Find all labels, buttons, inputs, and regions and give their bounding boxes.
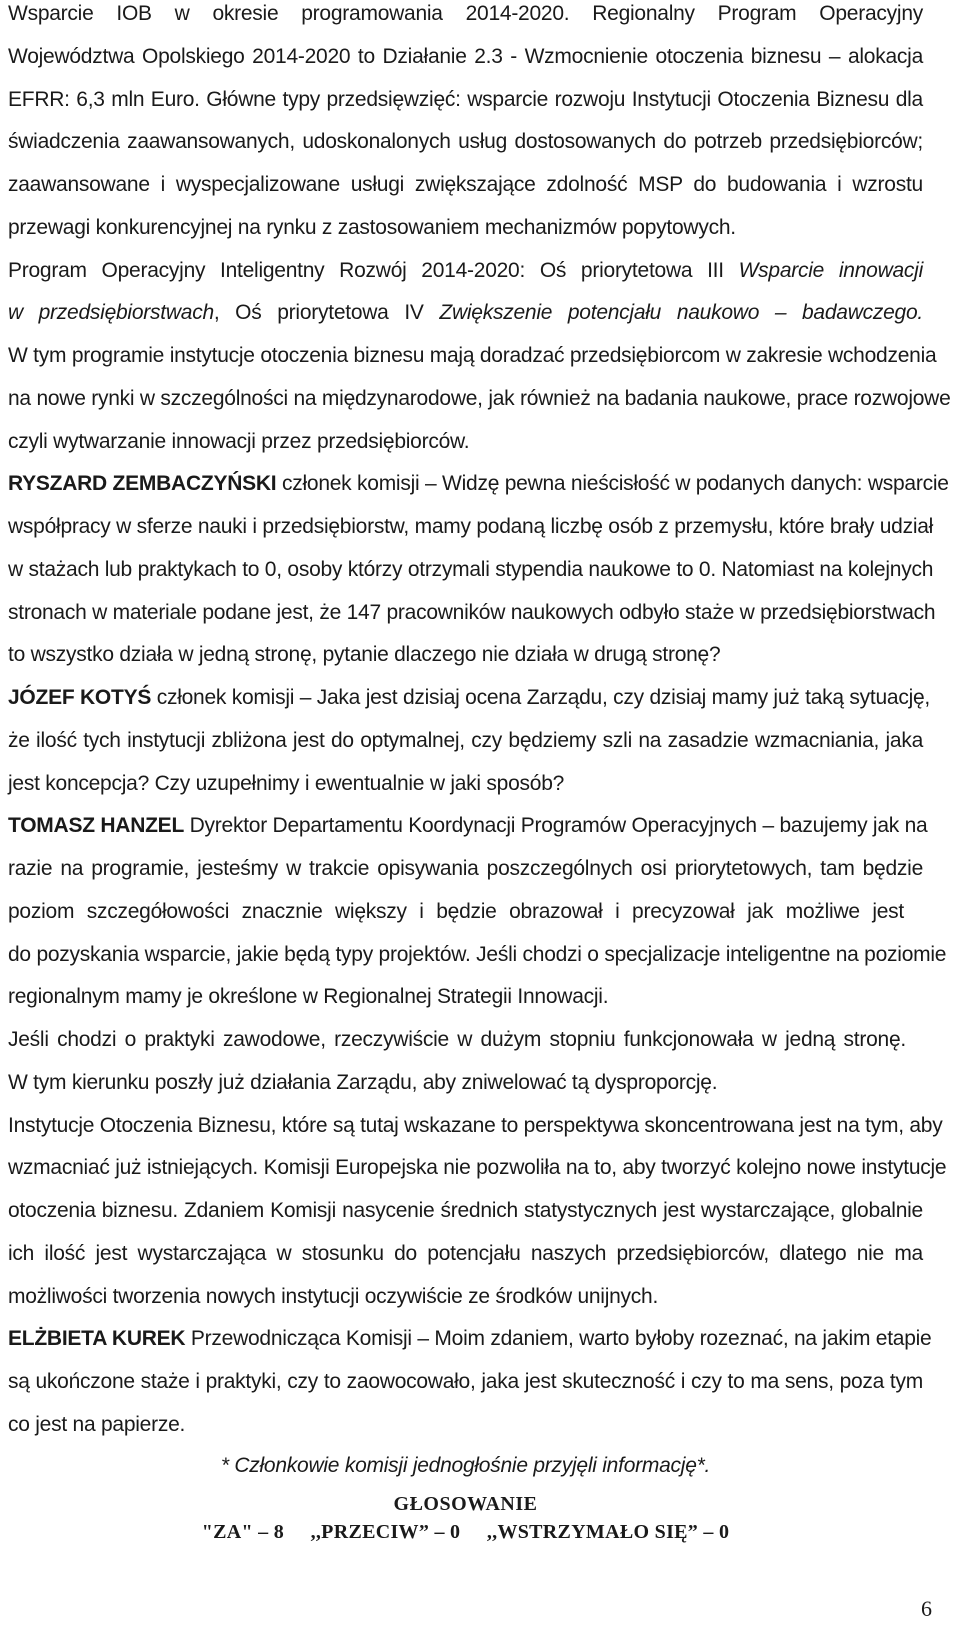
- speaker-name: JÓZEF KOTYŚ: [8, 686, 152, 709]
- text-line: [8, 1070, 923, 1096]
- text-line: [8, 172, 923, 198]
- text-run: świadczenia zaawansowanych, udoskonalonych usług dostosowanych do potrzeb przedsiębiorców;: [8, 130, 923, 154]
- text-run: jest koncepcja? Czy uzupełnimy i ewentualnie w jaki sposób?: [8, 771, 565, 795]
- text-run: członek komisji – Widzę pewna nieścisłość w podanych danych: wsparcie: [276, 472, 949, 496]
- text-line: [8, 87, 923, 113]
- text-run: W tym kierunku poszły już działania Zarządu, aby zniwelować tą dysproporcję.: [8, 1070, 718, 1094]
- vote-results: "ZA" – 8 ,,PRZECIW” – 0 ,,WSTRZYMAŁO SIĘ” – 0: [201, 1521, 730, 1543]
- text-line: [8, 258, 923, 284]
- text-line: [8, 1412, 923, 1438]
- text-run: przewagi konkurencyjnej na rynku z zastosowaniem mechanizmów popytowych.: [8, 215, 736, 239]
- text-line: [8, 899, 904, 925]
- text-run: zaawansowane i wyspecjalizowane usługi zwiększające zdolność MSP do budowania i wzrostu: [8, 173, 923, 196]
- vote-heading: GŁOSOWANIE: [393, 1493, 538, 1515]
- text-line: [8, 1369, 923, 1395]
- text-line: [8, 471, 949, 497]
- resolution-note-text: * Członkowie komisji jednogłośnie przyjęli informację*.: [220, 1454, 711, 1477]
- text-run: razie na programie, jesteśmy w trakcie opisywania poszczególnych osi priorytetowych, tam będzie: [8, 857, 923, 880]
- text-line: [8, 728, 923, 754]
- text-run: poziom szczegółowości znacznie większy i będzie obrazował i precyzował jak możliwe jest: [8, 899, 904, 923]
- text-run: co jest na papierze.: [8, 1412, 186, 1436]
- text-line: [8, 856, 923, 882]
- text-run: do pozyskania wsparcie, jakie będą typy projektów. Jeśli chodzi o specjalizacje inteligentne na poziomie: [8, 942, 947, 966]
- text-line: [8, 685, 931, 711]
- text-line: [8, 984, 923, 1010]
- text-run: Województwa Opolskiego 2014-2020 to Działanie 2.3 - Wzmocnienie otoczenia biznesu – alokacja: [8, 44, 923, 68]
- text-line: [8, 557, 934, 583]
- speaker-name: ELŻBIETA KUREK: [8, 1327, 186, 1351]
- text-run: , Oś priorytetowa IV: [213, 301, 440, 325]
- text-run: są ukończone staże i praktyki, czy to zaowocowało, jaka jest skuteczność i czy to ma sens, poza tym: [8, 1370, 923, 1393]
- text-line: [8, 300, 923, 326]
- text-line: [8, 813, 928, 839]
- text-run: Jeśli chodzi o praktyki zawodowe, rzeczywiście w dużym stopniu funkcjonowała w jedną stronę.: [8, 1028, 906, 1051]
- text-line: [8, 771, 923, 797]
- text-line: [8, 1, 923, 27]
- text-run: na nowe rynki w szczególności na międzynarodowe, jak również na badania naukowe, prace rozwojowe: [8, 386, 951, 410]
- text-run: regionalnym mamy je określone w Regionalnej Strategii Innowacji.: [8, 985, 609, 1009]
- text-run: Dyrektor Departamentu Koordynacji Programów Operacyjnych – bazujemy jak na: [184, 814, 928, 838]
- text-line: [8, 386, 951, 412]
- text-line: [8, 129, 923, 155]
- text-line: [8, 600, 936, 626]
- text-line: [8, 1027, 906, 1053]
- text-run: Przewodnicząca Komisji – Moim zdaniem, warto byłoby rozeznać, na jakim etapie: [185, 1327, 932, 1351]
- text-run: możliwości tworzenia nowych instytucji oczywiście ze środków unijnych.: [8, 1284, 659, 1308]
- text-run: w stażach lub praktykach to 0, osoby którzy otrzymali stypendia naukowe to 0. Natomiast na kolejnych: [8, 557, 934, 581]
- text-run: Program Operacyjny Inteligentny Rozwój 2014-2020: Oś priorytetowa III: [8, 258, 739, 282]
- text-line: [8, 1326, 932, 1352]
- speaker-name: RYSZARD ZEMBACZYŃSKI: [8, 472, 277, 496]
- text-line: [8, 1284, 923, 1310]
- text-run: współpracy w sferze nauki i przedsiębiorstw, mamy podaną liczbę osób z przemysłu, które brały udział: [8, 515, 934, 538]
- italic-phrase: Wsparcie innowacji: [738, 258, 924, 282]
- text-run: to wszystko działa w jedną stronę, pytanie dlaczego nie działa w drugą stronę?: [8, 643, 721, 667]
- text-run: Instytucje Otoczenia Biznesu, które są tutaj wskazane to perspektywa skoncentrowana jest na tym, aby: [8, 1113, 943, 1137]
- text-line: [8, 514, 934, 540]
- text-run: członek komisji – Jaka jest dzisiaj ocena Zarządu, czy dzisiaj mamy już taką sytuację,: [151, 686, 931, 709]
- text-line: [8, 1113, 943, 1139]
- text-line: [8, 343, 937, 369]
- italic-phrase: w przedsiębiorstwach: [8, 301, 214, 325]
- text-line: [8, 215, 923, 241]
- speaker-name: TOMASZ HANZEL: [8, 814, 185, 838]
- text-run: EFRR: 6,3 mln Euro. Główne typy przedsięwzięć: wsparcie rozwoju Instytucji Otoczenia Biznesu dla: [8, 87, 923, 111]
- text-line: [8, 642, 923, 668]
- text-line: [8, 1198, 923, 1224]
- text-line: [8, 429, 923, 455]
- text-run: ich ilość jest wystarczająca w stosunku do potencjału naszych przedsiębiorców, dlatego nie ma: [8, 1241, 923, 1265]
- text-line: [8, 44, 923, 70]
- text-run: Wsparcie IOB w okresie programowania 2014-2020. Regionalny Program Operacyjny: [8, 2, 923, 25]
- text-line: [8, 1155, 947, 1181]
- text-run: że ilość tych instytucji zbliżona jest do optymalnej, czy będziemy szli na zasadzie wzmacniania, jaka: [8, 728, 923, 752]
- italic-phrase: Zwiększenie potencjału naukowo – badawczego.: [439, 301, 923, 325]
- page-number: 6: [921, 1596, 932, 1621]
- text-run: W tym programie instytucje otoczenia biznesu mają doradzać przedsiębiorcom w zakresie wchodzenia: [8, 344, 937, 367]
- text-run: otoczenia biznesu. Zdaniem Komisji nasycenie średnich statystycznych jest wystarczające, globalnie: [8, 1199, 923, 1222]
- text-run: stronach w materiale podane jest, że 147 pracowników naukowych odbyło staże w przedsiębiorstwach: [8, 600, 936, 624]
- resolution-note: [8, 1453, 923, 1479]
- text-line: [8, 942, 947, 968]
- text-run: czyli wytwarzanie innowacji przez przedsiębiorców.: [8, 429, 470, 453]
- text-run: wzmacniać już istniejących. Komisji Europejska nie pozwoliła na to, aby tworzyć kolejno nowe instytucje: [8, 1156, 947, 1180]
- text-line: [8, 1241, 923, 1267]
